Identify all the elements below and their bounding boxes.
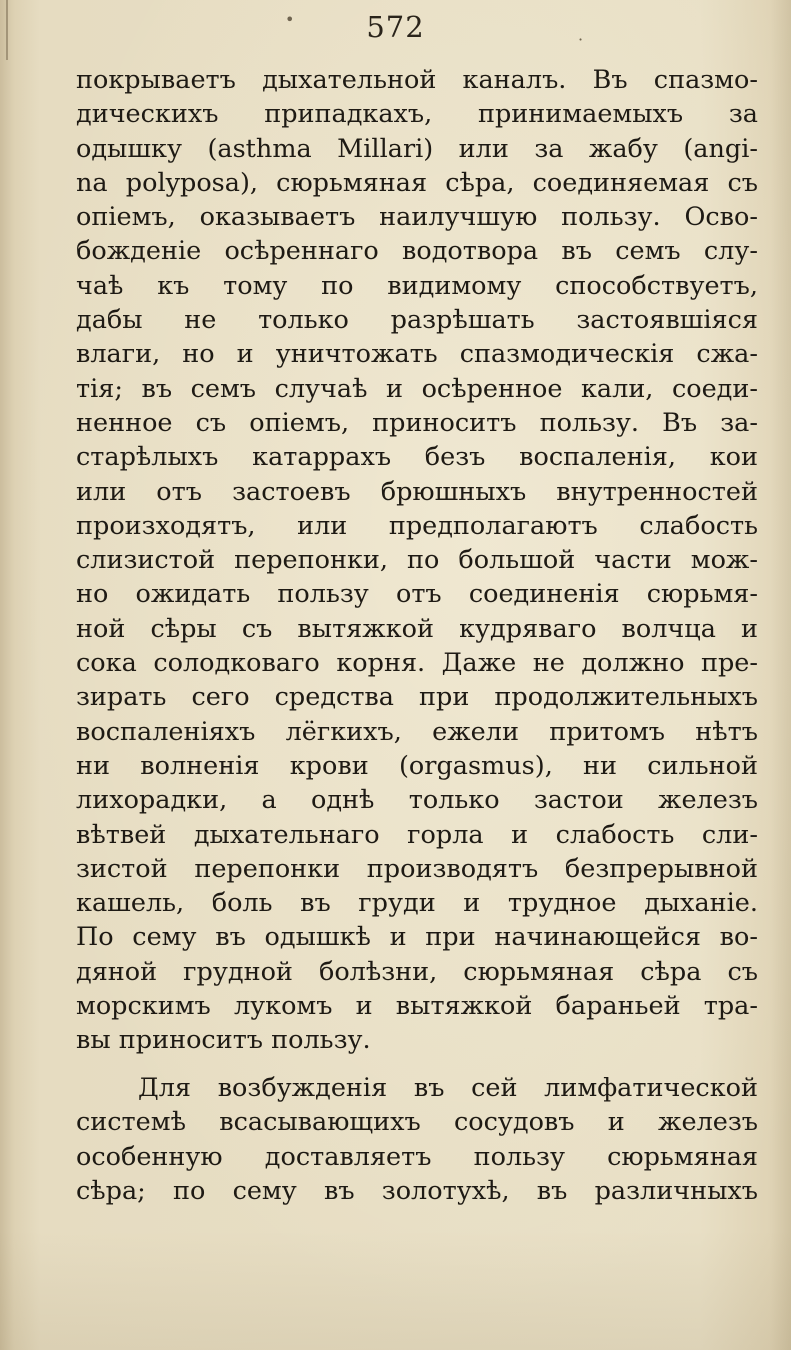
text-line: зирать сего средства при продолжительныхъ	[76, 682, 758, 713]
text-line: воспаленiяхъ лёгкихъ, ежели притомъ нѣтъ	[76, 716, 758, 747]
text-line: кашель, боль въ груди и трудное дыханiе.	[76, 888, 758, 919]
text-line: божденiе осѣреннаго водотвора въ семъ слу-	[76, 236, 758, 267]
text-line: na polyposa), сюрьмяная сѣра, соединяемая съ	[76, 167, 758, 198]
text-line: но ожидать пользу отъ соединенiя сюрьмя-	[76, 579, 758, 610]
text-line: или отъ застоевъ брюшныхъ внутренностей	[76, 476, 758, 507]
text-line: одышку (asthma Millari) или за жабу (angi-	[76, 133, 758, 164]
text-line: дабы не только разрѣшать застоявшiяся	[76, 305, 758, 336]
text-line: чаѣ къ тому по видимому способствуетъ,	[76, 270, 758, 301]
text-line: опiемъ, оказываетъ наилучшую пользу. Осво-	[76, 202, 758, 233]
text-line: морскимъ лукомъ и вытяжкой бараньей тра-	[76, 991, 758, 1022]
page-shadow	[0, 1230, 791, 1350]
text-line: зистой перепонки производятъ безпрерывной	[76, 853, 758, 884]
text-line: сѣра; по сему въ золотухѣ, въ различныхъ	[76, 1175, 758, 1206]
text-line: ненное съ опiемъ, приноситъ пользу. Въ за-	[76, 407, 758, 438]
text-line: ной сѣры съ вытяжкой кудряваго волчца и	[76, 613, 758, 644]
page-number: 572	[366, 10, 425, 44]
text-line: Для возбужденiя въ сей лимфатической	[138, 1073, 758, 1103]
text-line: тiя; въ семъ случаѣ и осѣренное кали, соеди-	[76, 373, 758, 404]
text-line: системѣ всасывающихъ сосудовъ и железъ	[76, 1107, 758, 1138]
text-line: произходятъ, или предполагаютъ слабость	[76, 510, 758, 541]
paragraph-2	[76, 1071, 758, 1208]
text-line: вѣтвей дыхательнаго горла и слабость сли-	[76, 819, 758, 850]
text-line: старѣлыхъ катаррахъ безъ воспаленiя, кои	[76, 442, 758, 473]
text-line: По сему въ одышкѣ и при начинающейся во-	[76, 922, 758, 953]
paragraph-1	[76, 63, 758, 1058]
text-line: покрываетъ дыхательной каналъ. Въ спазмо-	[76, 65, 758, 95]
text-line: дяной грудной болѣзни, сюрьмяная сѣра съ	[76, 956, 758, 987]
text-line: слизистой перепонки, по большой части мож-	[76, 545, 758, 576]
text-line: влаги, но и уничтожать спазмодическiя сжа-	[76, 339, 758, 370]
ink-speck: ·	[578, 30, 584, 49]
text-line: дическихъ припадкахъ, принимаемыхъ за	[76, 99, 758, 130]
text-line: ни волненiя крови (orgasmus), ни сильной	[76, 750, 758, 781]
text-line: лихорадки, а однѣ только застои железъ	[76, 785, 758, 816]
text-line: вы приноситъ пользу.	[76, 1025, 371, 1056]
text-line: особенную доставляетъ пользу сюрьмяная	[76, 1141, 758, 1172]
ink-speck: •	[285, 10, 295, 29]
text-line: сока солодковаго корня. Даже не должно пре-	[76, 648, 758, 679]
